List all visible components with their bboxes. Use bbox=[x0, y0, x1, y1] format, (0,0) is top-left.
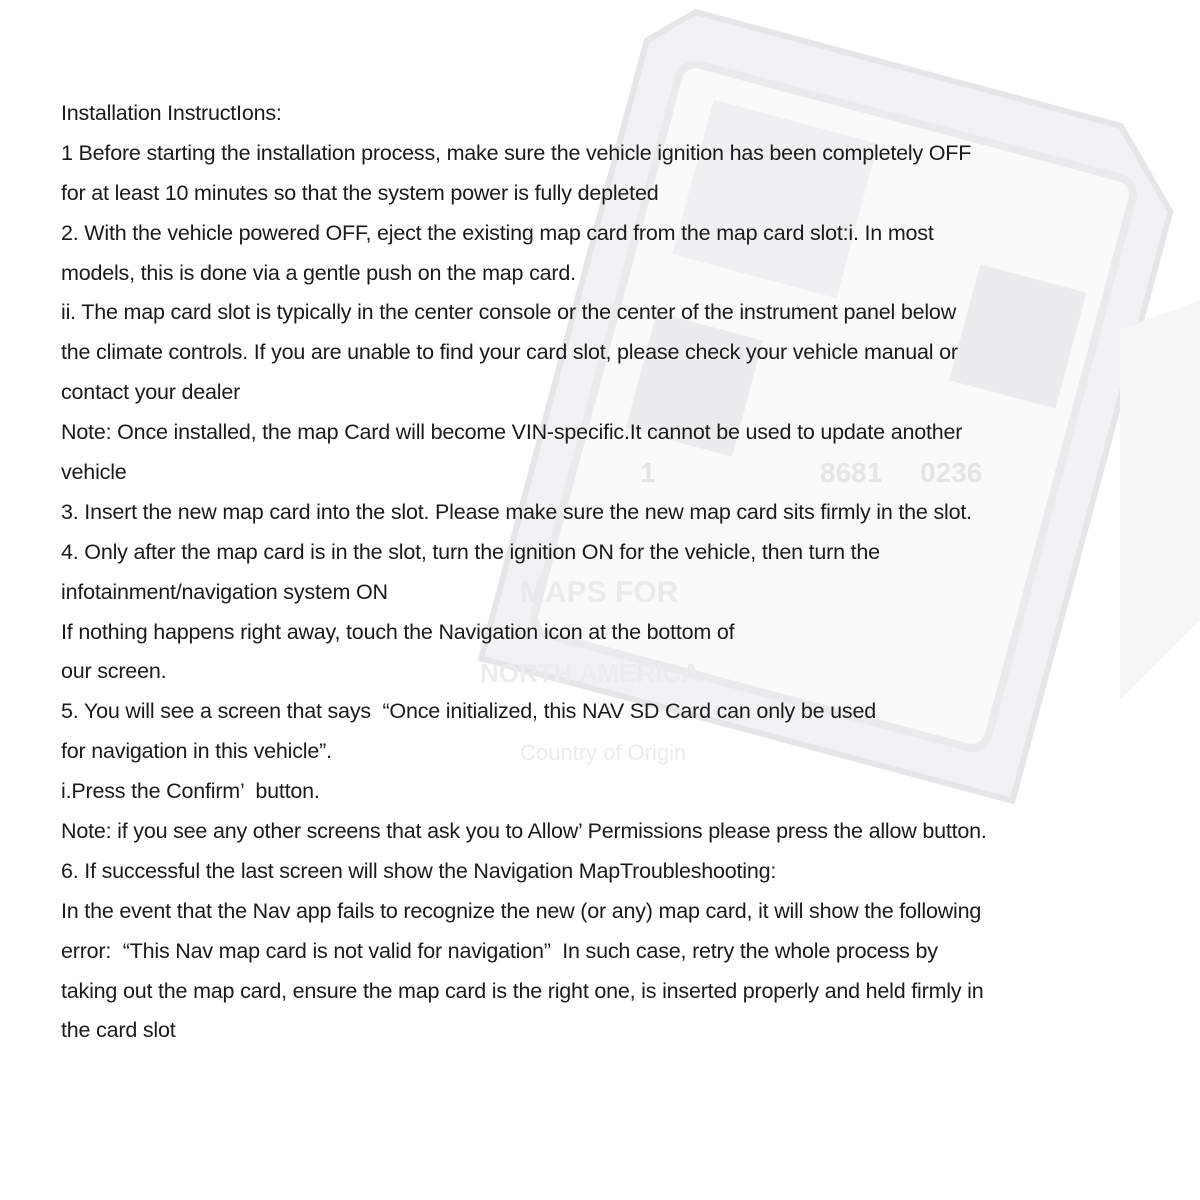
instruction-line: In the event that the Nav app fails to recognize the new (or any) map card, it will show the following bbox=[61, 898, 982, 923]
instruction-line: 6. If successful the last screen will show the Navigation MapTroubleshooting: bbox=[61, 858, 777, 883]
watermark-subtitle: NORTH AMERICA bbox=[480, 658, 701, 688]
instruction-line: 3. Insert the new map card into the slot. Please make sure the new map card sits firmly in the slot. bbox=[61, 499, 972, 524]
instruction-line: for at least 10 minutes so that the system power is fully depleted bbox=[61, 180, 659, 205]
instruction-line: 2. With the vehicle powered OFF, eject the existing map card from the map card slot:i. In most bbox=[61, 220, 934, 245]
watermark-origin: Country of Origin bbox=[520, 740, 687, 765]
instruction-line: contact your dealer bbox=[61, 380, 241, 405]
watermark-code-b: 0236 bbox=[920, 457, 983, 488]
instruction-line: taking out the map card, ensure the map card is the right one, is inserted properly and held firmly in bbox=[61, 978, 984, 1003]
document-heading: Installation InstructIons: bbox=[61, 101, 282, 125]
instruction-line: our screen. bbox=[61, 659, 167, 684]
instruction-line: models, this is done via a gentle push on the map card. bbox=[61, 260, 576, 285]
watermark-title: MAPS FOR bbox=[520, 576, 679, 609]
instruction-line: Note: if you see any other screens that ask you to Allow’ Permissions please press the allow button. bbox=[61, 819, 987, 844]
instruction-line: the climate controls. If you are unable to find your card slot, please check your vehicle manual or bbox=[61, 340, 958, 365]
instruction-line: ii. The map card slot is typically in the center console or the center of the instrument panel below bbox=[61, 300, 957, 325]
instruction-line: error: “This Nav map card is not valid for navigation” In such case, retry the whole process by bbox=[61, 938, 938, 963]
instruction-line: 5. You will see a screen that says “Once initialized, this NAV SD Card can only be used bbox=[61, 699, 876, 724]
instruction-line: If nothing happens right away, touch the Navigation icon at the bottom of bbox=[61, 619, 735, 644]
instruction-line: for navigation in this vehicle”. bbox=[61, 739, 332, 764]
instruction-line: the card slot bbox=[61, 1018, 176, 1043]
instruction-line: infotainment/navigation system ON bbox=[61, 579, 388, 604]
sd-card-edge bbox=[1120, 300, 1200, 700]
instruction-line: vehicle bbox=[61, 460, 127, 485]
instruction-line: 4. Only after the map card is in the slot, turn the ignition ON for the vehicle, then turn the bbox=[61, 539, 880, 564]
instruction-line: Note: Once installed, the map Card will become VIN-specific.It cannot be used to update another bbox=[61, 420, 963, 445]
instruction-line: 1 Before starting the installation process, make sure the vehicle ignition has been completely OFF bbox=[61, 140, 972, 165]
watermark-number: 1 bbox=[640, 457, 656, 488]
watermark-code-a: 8681 bbox=[820, 457, 883, 488]
installation-instructions bbox=[61, 95, 987, 1052]
instruction-line: i.Press the Confirm’ button. bbox=[61, 779, 320, 804]
